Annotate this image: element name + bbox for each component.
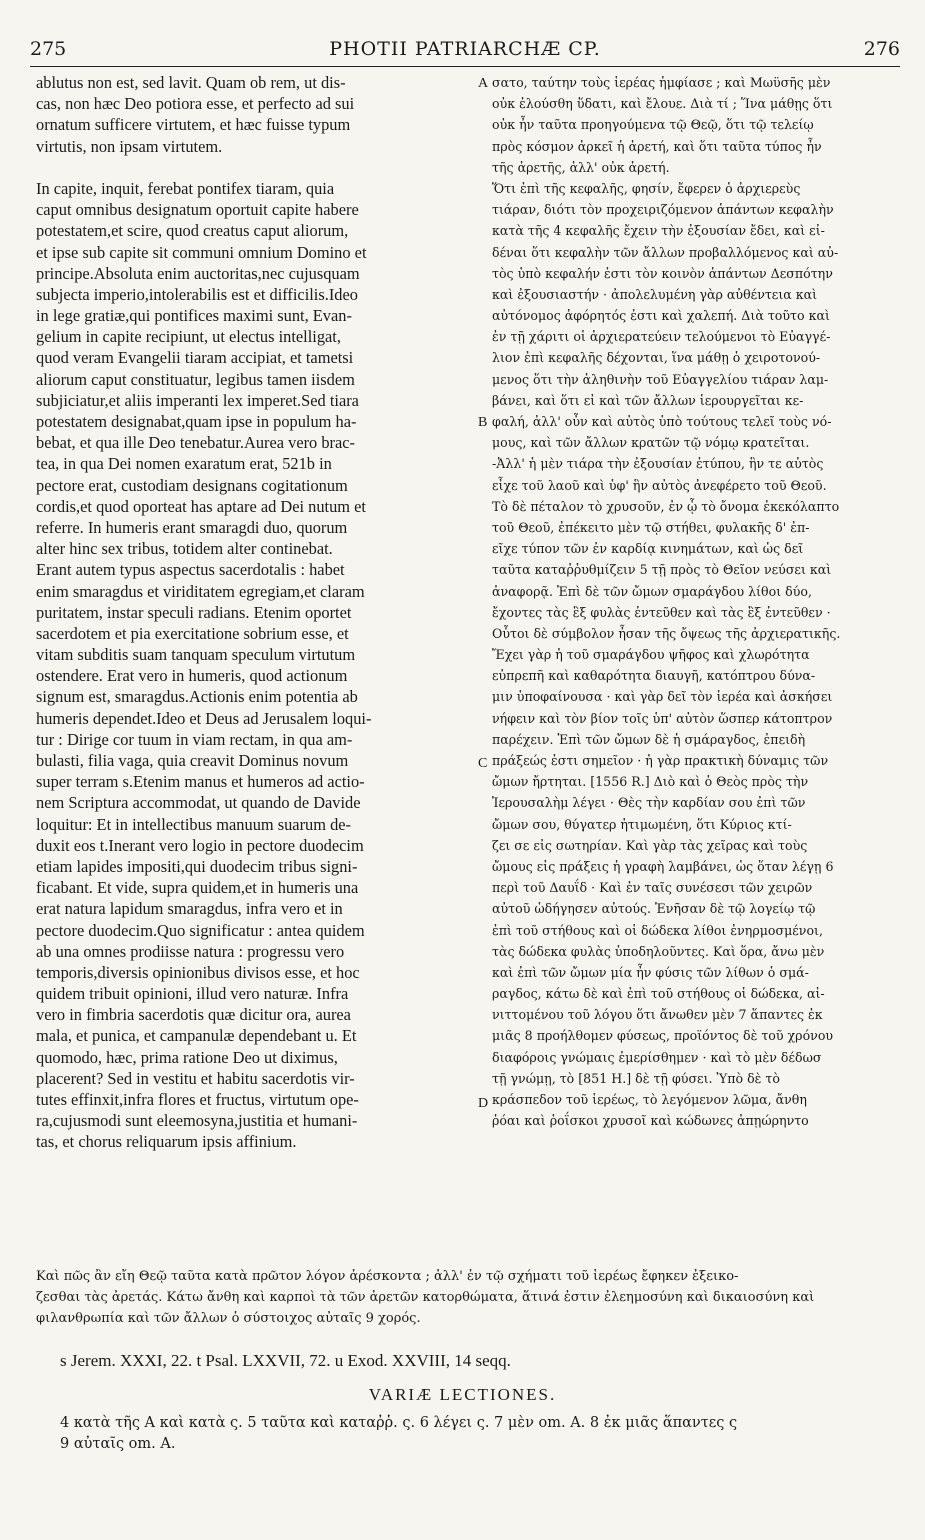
latin-text-line: tas, et chorus reliquarum ipsis affinium.: [36, 1132, 297, 1152]
right-page-number: 276: [863, 38, 900, 60]
variants-title: VARIÆ LECTIONES.: [368, 1385, 557, 1404]
latin-text-line: tutes effinxit,infra flores et fructus, virtutum ope-: [36, 1090, 359, 1109]
greek-text-line: ταῦτα καταῤῥυθμίζειν 5 τῇ πρὸς τὸ Θεῖον νεύσει καὶ: [492, 562, 832, 578]
greek-text-line: εῖχε τύπον τῶν ἐν καρδίᾳ κινημάτων, καὶ ὡς δεῖ: [492, 541, 804, 557]
greek-text-line: ἔχοντες τὰς ἓξ φυλὰς ἐντεῦθεν καὶ τὰς ἓξ ἐντεῦθεν ·: [492, 604, 831, 620]
latin-text-line: In capite, inquit, ferebat pontifex tiaram, quia: [36, 178, 335, 198]
margin-marker-b: B: [478, 415, 488, 430]
greek-text-line: νήφειν καὶ τὸν βίον τοῖς ὑπ' αὐτὸν ὥσπερ κάτοπτρον: [492, 710, 833, 726]
latin-text-line: ficabant. Et vide, supra quidem,et in humeris una: [36, 878, 359, 898]
greek-text-line: τὸς ὑπὸ κεφαλήν ἐστι τὸν κοινὸν ἁπάντων Δεσπότην: [492, 265, 833, 281]
latin-text-line: in lege gratiæ,qui pontifices maximi sunt, Evan-: [36, 306, 352, 326]
greek-text-line: τιάραν, διότι τὸν προχειριζόμενον ἁπάντων κεφαλὴν: [492, 202, 834, 218]
greek-text-line: λιον ἐπὶ κεφαλῆς δέχονται, ἵνα μάθῃ ὁ χειροτονού-: [492, 350, 821, 366]
latin-text-line: ablutus non est, sed lavit. Quam ob rem, ut dis-: [36, 73, 346, 92]
greek-text-line: τῆς ἀρετῆς, ἀλλ' οὐκ ἀρετή.: [492, 159, 670, 175]
latin-text-line: et ipse sub capite sit communi omnium Domino et: [36, 242, 367, 262]
latin-text-line: nem Scriptura accommodat, ut quando de Davide: [36, 793, 361, 813]
greek-text-line: αὐτόνομος ἀφόρητός ἐστι καὶ χαλεπή. Διὰ τοῦτο καὶ: [492, 308, 830, 324]
greek-text-line: αὐτοῦ ὡδήγησεν αὐτούς. Ἐνῆσαν δὲ τῷ λογείῳ τῷ: [492, 901, 816, 917]
latin-text-line: super terram s.Etenim manus et humeros ad actio-: [36, 772, 365, 792]
latin-text-line: Erant autem typus aspectus sacerdotalis : habet: [36, 560, 345, 580]
greek-text-line: ὤμων σου, θύγατερ ἠτιμωμένη, ὅτι Κύριος κτί-: [492, 816, 792, 832]
greek-text-line: μους, καὶ τῶν ἄλλων κρατῶν τῷ νόμῳ κρατεῖται.: [492, 435, 810, 451]
latin-text-line: [36, 157, 476, 178]
greek-text-line: βάνει, καὶ ὅτι εἰ καὶ τῶν ἄλλων ἱερουργεῖται κε-: [492, 392, 804, 408]
latin-text-line: principe.Absoluta enim auctoritas,nec cujusquam: [36, 263, 360, 283]
greek-text-line: Ἱερουσαλὴμ λέγει · Θὲς τὴν καρδίαν σου ἐπὶ τῶν: [492, 795, 806, 811]
greek-text-line: διαφόροις γνώμαις ἐμερίσθημεν · καὶ τὸ μὲν δέδωσ: [492, 1049, 822, 1065]
latin-text-line: quod veram Evangelii tiaram accipiat, et tametsi: [36, 348, 354, 368]
greek-text-line: μιν ὑποφαίνουσα · καὶ γὰρ δεῖ τὸν ἱερέα καὶ ἀσκήσει: [492, 689, 833, 705]
latin-text-line: vitam subditis suam tanquam speculum virtutum: [36, 645, 356, 665]
latin-text-line: enim smaragdus et viriditatem egregiam,et claram: [36, 581, 365, 601]
greek-text-line: οὐκ ἦν ταῦτα προηγούμενα τῷ Θεῷ, ὅτι τῷ τελείῳ: [492, 117, 814, 133]
latin-text-line: ostendere. Erat vero in humeris, quod actionum: [36, 666, 348, 686]
latin-text-line: duxit eos t.Inerant vero logio in pectore duodecim: [36, 835, 364, 855]
latin-text-line: bulasti, filia vaga, quia creavit Dominus novum: [36, 751, 349, 770]
latin-text-line: virtutis, non ipsam virtutem.: [36, 136, 223, 156]
greek-text-line: ὤμους εἰς πράξεις ἡ γραφὴ λαμβάνει, ὡς ὅταν λέγῃ 6: [492, 858, 834, 874]
latin-text-line: signum est, smaragdus.Actionis enim potentia ab: [36, 687, 358, 707]
greek-text-line: ἐπὶ τοῦ στήθους καὶ οἱ δώδεκα λίθοι ἐνηρμοσμένοι,: [492, 922, 823, 938]
latin-text-line: gelium in capite recipiunt, ut electus intelligat,: [36, 327, 341, 347]
greek-text-line: ζει σε εἰς σωτηρίαν. Καὶ γὰρ τὰς χεῖρας καὶ τοὺς: [492, 837, 808, 853]
latin-text-line: subjecta imperio,intolerabilis est et difficilis.Ideo: [36, 284, 358, 304]
greek-text-line: ὤμων ἤρτηται. [1556 R.] Διὸ καὶ ὁ Θεὸς πρὸς τὴν: [492, 774, 809, 790]
margin-marker-d: D: [478, 1096, 489, 1111]
greek-text-line: πράξεώς ἐστι σημεῖον · ἡ γὰρ πρακτικὴ δύναμις τῶν: [492, 753, 829, 768]
margin-marker-a: A: [478, 76, 489, 91]
greek-column: [492, 72, 912, 1131]
latin-text-line: aliorum caput constituatur, legibus tamen iisdem: [36, 369, 355, 389]
latin-text-line: cas, non hæc Deo potiora esse, et perfecto ad sui: [36, 94, 355, 114]
full-width-text-line: ζεσθαι τὰς ἀρετάς. Κάτω ἄνθη καὶ καρποὶ τὰ τῶν ἀρετῶν κατορθώματα, ἅτινά ἐστιν ἐλεημοσύνη καὶ δικαιοσύνη καὶ: [36, 1290, 815, 1306]
variant-readings: [60, 1412, 910, 1454]
latin-column: [36, 72, 476, 1153]
greek-text-line: Οὗτοι δὲ σύμβολον ἦσαν τῆς ὄψεως τῆς ἀρχιερατικῆς.: [492, 625, 841, 641]
greek-text-line: παρέχειν. Ἐπὶ τῶν ὤμων δὲ ἡ σμάραγδος, ἐπειδὴ: [492, 731, 806, 747]
greek-text-line: φαλή, ἀλλ' οὖν καὶ αὐτὸς ὑπὸ τούτους τελεῖ τοὺς νό-: [492, 414, 832, 429]
greek-text-line: δέναι ὅτι κεφαλὴν τῶν ἄλλων προβαλλόμενος καὶ αὐ-: [492, 244, 839, 260]
latin-text-line: ra,cujusmodi sunt eleemosyna,justitia et humani-: [36, 1111, 358, 1131]
latin-text-line: humeris dependet.Ideo et Deus ad Jerusalem loqui-: [36, 708, 372, 728]
greek-text-line: -Ἀλλ' ἡ μὲν τιάρα τὴν ἐξουσίαν ἐτύπου, ἣν τε αὐτὸς: [492, 456, 824, 472]
latin-text-line: bebat, et qua ille Deo tenebatur.Aurea vero brac-: [36, 433, 356, 453]
latin-text-line: quomodo, hæc, prima ratione Deo ut diximus,: [36, 1047, 338, 1067]
latin-text-line: pectore erat, custodiam designans cogitationum: [36, 475, 348, 495]
variant-line: 4 κατὰ τῆς A καὶ κατὰ ς. 5 ταῦτα καὶ καταῤῥ. ς. 6 λέγει ς. 7 μὲν om. A. 8 ἐκ μιᾶς ἅπαντες ς: [60, 1415, 738, 1431]
greek-text-line: τοῦ Θεοῦ, ἐπέκειτο μὲν τῷ στήθει, φυλακῆς δ' ἐπ-: [492, 519, 810, 535]
greek-text-line: περὶ τοῦ Δαυΐδ · Καὶ ἐν ταῖς συνέσεσι τῶν χειρῶν: [492, 880, 813, 896]
latin-text-line: ab una omnes prodiisse natura : progressu vero: [36, 941, 345, 961]
greek-text-line: ραγδος, κάτω δὲ καὶ ἐπὶ τοῦ στήθους οἱ δώδεκα, αἰ-: [492, 986, 825, 1002]
greek-text-line: ἐν τῇ χάριτι οἱ ἀρχιερατεύειν τελούμενοι τὸ Εὐαγγέ-: [492, 329, 831, 345]
greek-text-line: μιᾶς 8 προήλθομεν φύσεως, προϊόντος δὲ τοῦ χρόνου: [492, 1028, 834, 1044]
greek-text-line: οὐκ ἐλούσθη ὕδατι, καὶ ἔλουε. Διὰ τί ; Ἵνα μάθῃς ὅτι: [492, 96, 833, 112]
full-width-greek: [36, 1266, 912, 1330]
greek-text-line: Ὅτι ἐπὶ τῆς κεφαλῆς, φησίν, ἔφερεν ὁ ἀρχιερεὺς: [492, 180, 801, 196]
latin-text-line: erat natura lapidum smaragdus, infra vero et in: [36, 899, 343, 919]
left-page-number: 275: [30, 38, 67, 60]
running-header: [30, 30, 900, 67]
latin-text-line: etiam lapides impositi,qui duodecim tribus signi-: [36, 856, 358, 876]
greek-text-line: εὐπρεπῆ καὶ καθαρότητα διαυγῆ, κατόπτρου δύνα-: [492, 668, 816, 684]
greek-text-line: τὰς δώδεκα φυλὰς ὑποδηλοῦντες. Καὶ ὅρα, ἄνω μὲν: [492, 943, 825, 959]
full-width-text-line: Καὶ πῶς ἂν εἴη Θεῷ ταῦτα κατὰ πρῶτον λόγον ἀρέσκοντα ; ἀλλ' ἐν τῷ σχήματι τοῦ ἱερέως ἔφηκεν ἐξεικο-: [36, 1269, 739, 1284]
latin-text-line: tur : Dirige cor tuum in viam rectam, in qua am-: [36, 729, 353, 749]
latin-text-line: temporis,diversis opinionibus divisos esse, et hoc: [36, 962, 360, 982]
greek-text-line: μενος ὅτι τὴν ἀληθινὴν τοῦ Εὐαγγελίου τιάραν λαμ-: [492, 371, 829, 387]
greek-text-line: πρὸς κόσμον ἀρκεῖ ἡ ἀρετή, καὶ ὅτι ταῦτα τύπος ἦν: [492, 138, 822, 154]
latin-text-line: loquitur: Et in intellectibus manuum suarum de-: [36, 814, 352, 834]
latin-text-line: placerent? Sed in vestitu et habitu sacerdotis vir-: [36, 1068, 355, 1088]
latin-text-line: cordis,et quod oporteat has aptare ad Dei nutum et: [36, 496, 366, 516]
greek-text-line: σατο, ταύτην τοὺς ἱερέας ἡμφίασε ; καὶ Μωϋσῆς μὲν: [492, 75, 831, 90]
latin-text-line: vero in fimbria sacerdotis quæ dicitur ora, aurea: [36, 1005, 351, 1025]
latin-text-line: caput omnibus designatum oportuit capite habere: [36, 200, 359, 220]
latin-text-line: alter hinc sex tribus, totidem alter continebat.: [36, 539, 333, 559]
running-title: PHOTII PATRIARCHÆ CP.: [329, 38, 601, 60]
latin-text-line: subjiciatur,et aliis imperanti lex imperet.Sed tiara: [36, 390, 359, 410]
greek-text-line: νιττομένου τοῦ λόγου ὅτι ἄνωθεν μὲν 7 ἅπαντες ἐκ: [492, 1007, 823, 1023]
latin-text-line: tea, in qua Dei nomen exaratum erat, 521b in: [36, 454, 332, 474]
greek-text-line: κράσπεδον τοῦ ἱερέως, τὸ λεγόμενον λῶμα, ἄνθη: [492, 1092, 807, 1107]
variant-line: 9 αὐταῖς om. A.: [60, 1436, 176, 1453]
latin-text-line: mala, et punica, et campanulæ dependebant u. Et: [36, 1026, 357, 1046]
latin-text-line: quidem tribuit opinioni, illud vero naturæ. Infra: [36, 984, 349, 1004]
latin-text-line: puritatem, instar speculi radians. Etenim oportet: [36, 602, 352, 622]
greek-text-line: ἀναφορᾷ. Ἐπὶ δὲ τῶν ὤμων σμαράγδου λίθοι δύο,: [492, 583, 812, 599]
greek-text-line: ῥόαι καὶ ῥοΐσκοι χρυσοῖ καὶ κώδωνες ἀπῃώρηντο: [492, 1113, 809, 1129]
margin-marker-c: C: [478, 756, 488, 771]
latin-text-line: potestatem,et scire, quod creatus caput aliorum,: [36, 221, 349, 241]
latin-text-line: potestatem designabat,quam ipse in populum ha-: [36, 412, 357, 431]
greek-text-line: τῇ γνώμῃ, τὸ [851 H.] δὲ τῇ φύσει. Ὑπὸ δὲ τὸ: [492, 1070, 780, 1086]
greek-text-line: κατὰ τῆς 4 κεφαλῆς ἔχειν τὴν ἐξουσίαν ἔδει, καὶ εἰ-: [492, 223, 825, 239]
greek-text-line: Τὸ δὲ πέταλον τὸ χρυσοῦν, ἐν ᾧ τὸ ὄνομα ἐκεκόλαπτο: [492, 498, 840, 514]
greek-text-line: καὶ ἐξουσιαστήν · ἀπολελυμένη γὰρ αὐθέντεια καὶ: [492, 286, 818, 302]
latin-text-line: referre. In humeris erant smaragdi duo, quorum: [36, 517, 348, 537]
full-width-text-line: φιλανθρωπία καὶ τῶν ἄλλων ὁ σύστοιχος αὐταῖς 9 χορός.: [36, 1311, 421, 1327]
greek-text-line: Ἔχει γὰρ ἡ τοῦ σμαράγδου ψῆφος καὶ χλωρότητα: [492, 647, 810, 663]
latin-text-line: pectore duodecim.Quo significatur : antea quidem: [36, 920, 365, 940]
footnotes: s Jerem. XXXI, 22. t Psal. LXXVII, 72. u Exod. XXVIII, 14 seqq.: [60, 1351, 511, 1370]
greek-text-line: εἶχε τοῦ λαοῦ καὶ ὑφ' ἣν αὐτὸς ἀνεφέρετο τοῦ Θεοῦ.: [492, 477, 827, 493]
greek-text-line: καὶ ἐπὶ τῶν ὤμων μία ἦν φύσις τῶν λίθων ὁ σμά-: [492, 964, 809, 980]
latin-text-line: ornatum sufficere virtutem, et hæc fuisse typum: [36, 115, 351, 135]
latin-text-line: sacerdotem et pia exercitatione sobrium esse, et: [36, 623, 349, 643]
